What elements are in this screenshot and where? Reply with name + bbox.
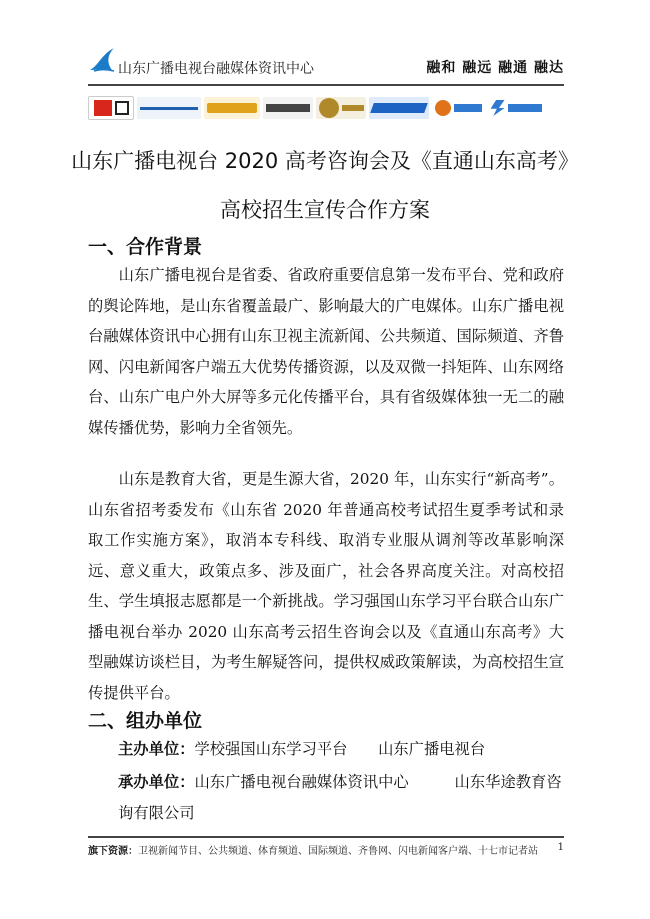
footer-text: 卫视新闻节目、公共频道、体育频道、国际频道、齐鲁网、闪电新闻客户端、十七市记者站 — [138, 846, 538, 857]
header-slogan: 融和 融远 融通 融达 — [426, 60, 564, 76]
wave-logo-icon — [88, 44, 118, 74]
host-units-line — [88, 734, 564, 765]
section-heading-background: 一、合作背景 — [88, 236, 203, 258]
partner-logo-4 — [263, 97, 313, 119]
paragraph-background-2: 山东是教育大省，更是生源大省，2020 年，山东实行“新高考”。山东省招考委发布《山东省 2020 年普通高校考试招生夏季考试和录取工作实施方案》，取消本专科线、取消专业服从调剂等改革影响深远、意义重大，政策点多、涉及面广，社会各界高度关注。对高校招生、学生填报志愿都是一个新挑战。学习强国山东学习平台联合山东广播电视台举办 2020 山东高考云招生咨询会以及《直通山东高考》大型融媒访谈栏目，为考生解疑答问，提供权威政策解读，为高校招生宣传提供平台。 — [88, 470, 564, 702]
partner-logo-3 — [204, 97, 260, 119]
document-title-line-2: 高校招生宣传合作方案 — [220, 198, 430, 222]
page-header — [88, 44, 564, 84]
org-name: 山东广播电视台融媒体资讯中心 — [118, 61, 314, 77]
partner-logo-6 — [369, 97, 429, 119]
partner-logo-5 — [316, 97, 366, 119]
header-divider — [88, 84, 564, 86]
host-units-label: 主办单位： — [118, 740, 195, 758]
host-units-value: 学校强国山东学习平台 山东广播电视台 — [194, 740, 486, 758]
partner-logo-strip — [88, 96, 564, 120]
footer-label: 旗下资源： — [88, 846, 138, 857]
document-title-line-1: 山东广播电视台 2020 高考咨询会及《直通山东高考》 — [71, 149, 579, 173]
partner-logo-8 — [487, 97, 545, 119]
section-heading-organizers: 二、组办单位 — [88, 710, 203, 732]
footer-divider — [88, 836, 564, 838]
organizer-units-label: 承办单位： — [118, 773, 195, 791]
partner-logo-2 — [137, 97, 201, 119]
page-number: 1 — [557, 842, 564, 853]
paragraph-background-1: 山东广播电视台是省委、省政府重要信息第一发布平台、党和政府的舆论阵地，是山东省覆盖最广、影响最大的广电媒体。山东广播电视台融媒体资讯中心拥有山东卫视主流新闻、公共频道、国际频道、齐鲁网、闪电新闻客户端五大优势传播资源，以及双微一抖矩阵、山东网络台、山东广电户外大屏等多元化传播平台，具有省级媒体独一无二的融媒传播优势，影响力全省领先。 — [88, 266, 564, 437]
organizer-units-value: 山东广播电视台融媒体资讯中心 山东华途教育咨询有限公司 — [118, 773, 562, 822]
partner-logo-1 — [88, 96, 134, 120]
page-footer — [88, 842, 564, 857]
partner-logo-7 — [432, 97, 484, 119]
organizer-units-line — [88, 767, 564, 828]
